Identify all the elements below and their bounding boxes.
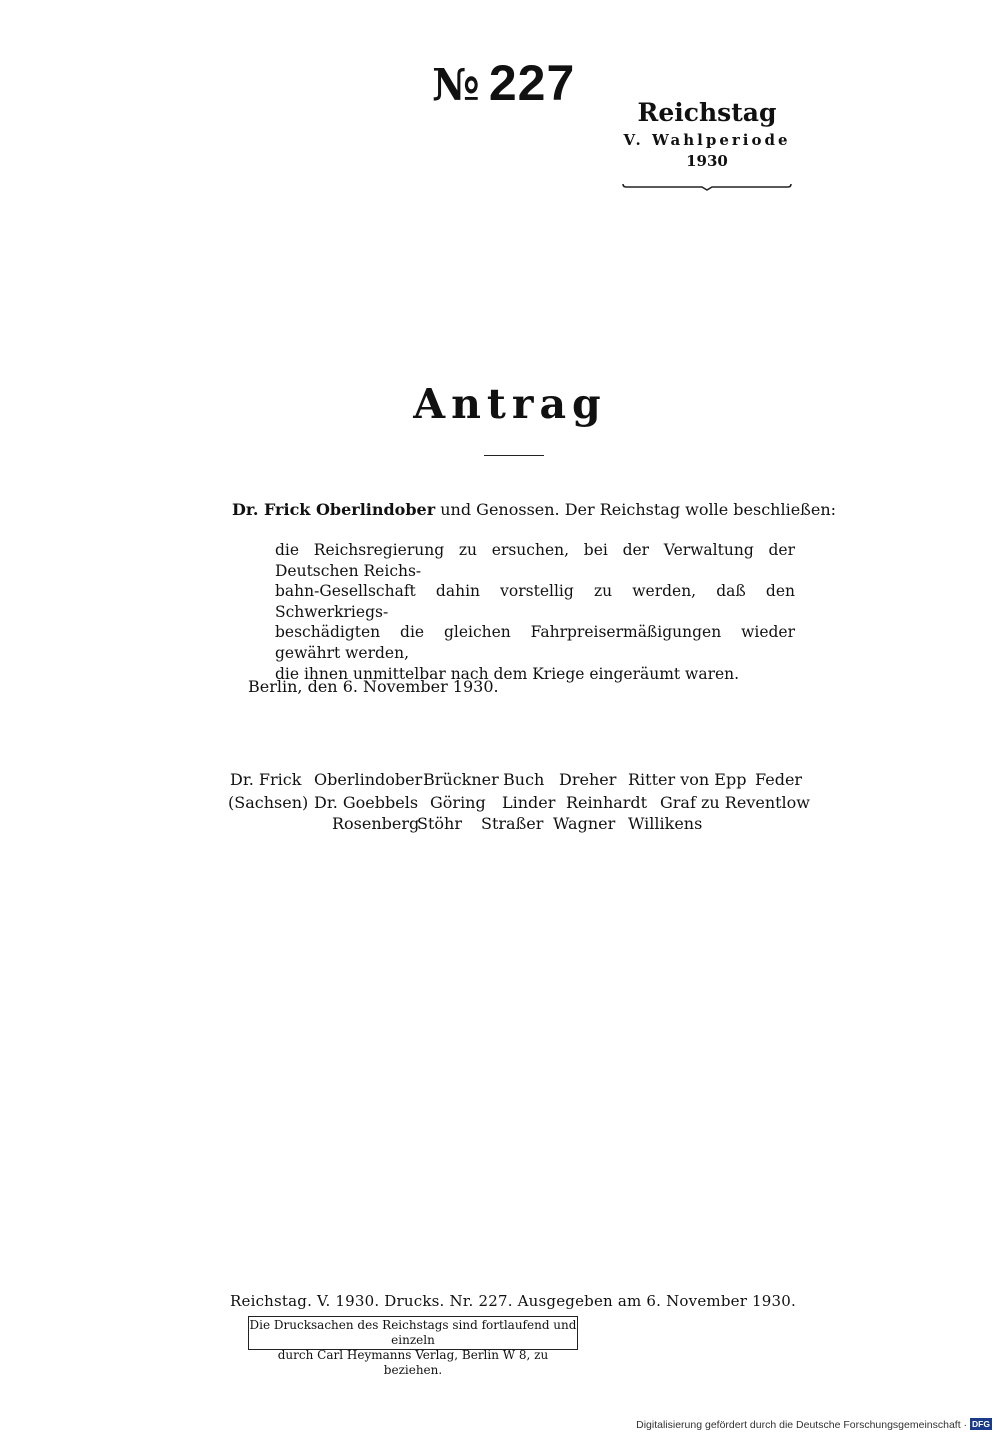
digitization-credit [636,1418,992,1431]
document-number [432,55,576,111]
signatory: Linder [502,793,556,812]
header-underline [622,183,792,191]
signatory: Graf zu Reventlow [660,793,810,812]
header-box [620,100,794,170]
dfg-logo: DFG [972,1419,990,1429]
signatory: Brückner [423,770,499,789]
signatory: Buch [503,770,545,789]
credit-text: Digitalisierung gefördert durch die Deutsche Forschungsgemeinschaft · [636,1419,968,1431]
signatory: Reinhardt [566,793,648,812]
intro-signers: Dr. Frick Oberlindober [232,500,436,519]
signatory: Straßer [481,814,544,833]
header-title: Reichstag [637,98,777,127]
motion-text [275,540,795,684]
signatory: Dreher [559,770,617,789]
signatory: Ritter von Epp [628,770,747,789]
note-line: durch Carl Heymanns Verlag, Berlin W 8, zu beziehen. [277,1348,549,1377]
signatory: Oberlindober [314,770,423,789]
header-year: 1930 [686,152,728,171]
title-rule [484,455,544,456]
header-period: V. Wahlperiode [623,131,791,150]
motion-line: die Reichsregierung zu ersuchen, bei der Verwaltung der Deutschen Reichs- [275,541,795,580]
motion-line: bahn-Gesellschaft dahin vorstellig zu werden, daß den Schwerkriegs- [275,582,795,621]
number-symbol: № [432,60,481,111]
motion-line: beschädigten die gleichen Fahrpreisermäßigungen wieder gewährt werden, [275,623,795,663]
signatory: Dr. Frick [230,770,302,789]
motion-line: die ihnen unmittelbar nach dem Kriege eingeräumt waren. [275,664,740,683]
signatory: Stöhr [417,814,462,833]
distribution-note [248,1316,578,1377]
signatory: Göring [430,793,486,812]
date-line: Berlin, den 6. November 1930. [248,677,499,696]
signatory: Feder [755,770,803,789]
signatory: Wagner [553,814,616,833]
signatory: Rosenberg [332,814,420,833]
signatory: (Sachsen) [228,793,309,812]
number-value: 227 [488,55,576,111]
signatory: Dr. Goebbels [314,793,419,812]
document-title: Antrag [413,380,607,428]
intro-line [232,500,837,519]
intro-rest: und Genossen. Der Reichstag wolle beschließen: [440,500,837,519]
signatory: Willikens [628,814,703,833]
footer-line: Reichstag. V. 1930. Drucks. Nr. 227. Ausgegeben am 6. November 1930. [230,1292,796,1310]
note-line: Die Drucksachen des Reichstags sind fortlaufend und einzeln [249,1318,577,1347]
